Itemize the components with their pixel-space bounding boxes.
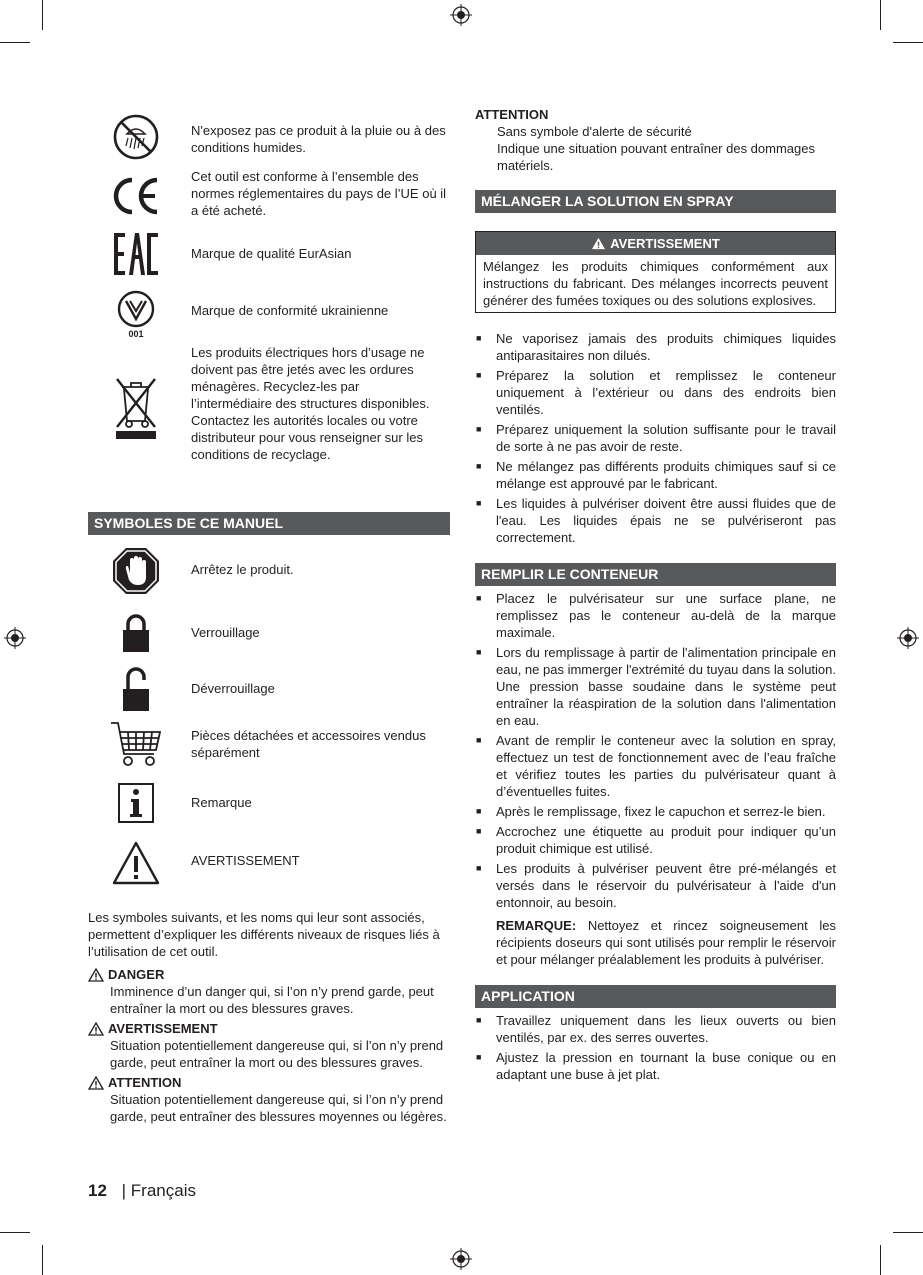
symbol-row: [88, 108, 450, 162]
list-item: ■ Les liquides à pulvériser doivent être aussi fluides que de l'eau. Les liquides épais ne se pulvériseront pas correctement.: [475, 495, 836, 546]
list-item: ■ Ajustez la pression en tournant la buse conique ou en adaptant une buse à jet plat.: [475, 1049, 836, 1083]
section-header-mix: MÉLANGER LA SOLUTION EN SPRAY: [475, 190, 836, 213]
attention-line: Sans symbole d'alerte de sécurité: [497, 124, 692, 139]
crossed-bin-icon: [108, 372, 164, 442]
section-header-symbols: SYMBOLES DE CE MANUEL: [88, 512, 450, 535]
list-item: ■ Accrochez une étiquette au produit pour indiquer qu’un produit chimique est utilisé.: [475, 823, 836, 857]
symbol-row: [88, 661, 450, 717]
list-item: ■ Préparez la solution et remplissez le conteneur uniquement à l’extérieur ou dans des endroits bien ventilés.: [475, 367, 836, 418]
page-number: 12: [88, 1181, 107, 1200]
list-item: ■ Ne mélangez pas différents produits chimiques sauf si ce mélange est approuvé par le fabricant.: [475, 458, 836, 492]
lock-icon: [108, 611, 164, 655]
symbol-text: Les produits électriques hors d’usage ne doivent pas être jetés avec les ordures ménagères. Recyclez-les par l’intermédiaire des structures disponibles. Contactez les autorités locales ou votre distributeur pour vous renseigner sur les conditions de recyclage.: [191, 345, 430, 462]
crop-mark: [0, 42, 30, 43]
list-item: ■ Les produits à pulvériser peuvent être pré-mélangés et versés dans le réservoir du pulvérisateur à l'aide d'un entonnoir, au besoin.: [475, 860, 836, 911]
warning-box: [475, 231, 836, 313]
symbol-text: Verrouillage: [191, 625, 260, 640]
remark-label: REMARQUE:: [496, 918, 577, 933]
ce-mark-icon: [108, 166, 164, 226]
page-footer: [88, 1181, 196, 1201]
symbol-row: [88, 835, 450, 895]
hazard-caution: [88, 1074, 450, 1125]
list-item: ■ Placez le pulvérisateur sur une surface plane, ne remplissez pas le conteneur au-delà de la marque maximale.: [475, 590, 836, 641]
unlock-icon: [108, 665, 164, 713]
left-column: [88, 108, 450, 1125]
symbol-text: Marque de conformité ukrainienne: [191, 303, 389, 318]
hazard-title: DANGER: [108, 967, 165, 982]
registration-mark-icon: [450, 1248, 472, 1270]
remark: [475, 917, 836, 968]
ukrainian-mark-label: 001: [128, 329, 144, 339]
symbol-row: [88, 543, 450, 605]
hazard-warning: [88, 1020, 450, 1071]
hazard-text: Situation potentiellement dangereuse qui, si l’on n’y prend garde, peut entraîner des blessures moyennes ou légères.: [110, 1092, 447, 1124]
symbol-row: [88, 342, 450, 494]
right-column: [475, 106, 836, 1083]
crop-mark: [893, 42, 923, 43]
hazard-danger: [88, 966, 450, 1017]
footer-language: | Français: [121, 1181, 196, 1200]
warning-box-title: AVERTISSEMENT: [610, 236, 720, 251]
symbol-text: AVERTISSEMENT: [191, 853, 300, 868]
symbol-row: [88, 717, 450, 775]
warning-triangle-icon: [88, 1022, 104, 1036]
crop-mark: [0, 1232, 30, 1233]
symbol-text: Remarque: [191, 795, 252, 810]
symbol-row: [88, 282, 450, 342]
crop-mark: [893, 1232, 923, 1233]
registration-mark-icon: [450, 4, 472, 26]
list-item: ■ Travaillez uniquement dans les lieux ouverts ou bien ventilés, par ex. des serres ouvertes.: [475, 1012, 836, 1046]
hazard-text: Imminence d’un danger qui, si l’on n’y prend garde, peut entraîner la mort ou des blessures graves.: [110, 984, 434, 1016]
crop-mark: [880, 0, 881, 30]
attention-line: Indique une situation pouvant entraîner des dommages matériels.: [497, 141, 815, 173]
symbol-row: [88, 162, 450, 226]
no-rain-icon: [108, 112, 164, 162]
crop-mark: [880, 1245, 881, 1275]
ukrainian-mark-icon: [108, 286, 164, 342]
section-header-application: APPLICATION: [475, 985, 836, 1008]
symbol-text: Pièces détachées et accessoires vendus séparément: [191, 728, 426, 760]
signal-words-intro: Les symboles suivants, et les noms qui leur sont associés, permettent d’expliquer les différents niveaux de risques liés à l’utilisation de cet outil.: [88, 910, 440, 959]
symbol-text: Déverrouillage: [191, 681, 275, 696]
symbol-row: [88, 226, 450, 282]
list-item: ■ Lors du remplissage à partir de l'alimentation principale en eau, ne pas immerger l'extrémité du tuyau dans la solution. Une pression basse soudaine dans le système peut entraîner la réaspiration de la solution dans l'alimentation en eau.: [475, 644, 836, 729]
hazard-title: ATTENTION: [108, 1075, 182, 1090]
hazard-title: AVERTISSEMENT: [108, 1021, 218, 1036]
remark-text: Nettoyez et rincez soigneusement les récipients doseurs qui sont utilisés pour remplir le réservoir et pour mélanger préalablement les produits à pulvériser.: [496, 918, 836, 967]
registration-mark-icon: [4, 627, 26, 649]
symbol-text: N'exposez pas ce produit à la pluie ou à des conditions humides.: [191, 123, 446, 155]
symbol-text: Arrêtez le produit.: [191, 562, 294, 577]
symbol-row: [88, 775, 450, 835]
warning-box-text: Mélangez les produits chimiques conformément aux instructions du fabricant. Des mélanges incorrects peuvent générer des fumées toxiques ou des solutions explosives.: [483, 259, 828, 308]
crop-mark: [42, 0, 43, 30]
eac-mark-icon: [108, 232, 164, 276]
attention-title: ATTENTION: [475, 107, 549, 122]
warning-triangle-icon: [108, 839, 164, 887]
warning-triangle-icon: [88, 1076, 104, 1090]
hazard-text: Situation potentiellement dangereuse qui, si l’on n’y prend garde, peut entraîner la mort ou des blessures graves.: [110, 1038, 444, 1070]
symbol-row: [88, 605, 450, 661]
cart-icon: [108, 719, 164, 771]
list-item: ■ Ne vaporisez jamais des produits chimiques liquides antiparasitaires non dilués.: [475, 330, 836, 364]
list-item: ■ Préparez uniquement la solution suffisante pour le travail de sorte à ne pas avoir de reste.: [475, 421, 836, 455]
registration-mark-icon: [897, 627, 919, 649]
warning-triangle-icon: [88, 968, 104, 982]
section-header-fill: REMPLIR LE CONTENEUR: [475, 563, 836, 586]
list-item: ■ Avant de remplir le conteneur avec la solution en spray, effectuez un test de fonctionnement avec de l’eau fraîche et vérifiez toutes les parties du pulvérisateur quant à d’éventuelles fuites.: [475, 732, 836, 800]
symbol-text: Marque de qualité EurAsian: [191, 246, 352, 261]
info-icon: [108, 781, 164, 825]
crop-mark: [42, 1245, 43, 1275]
warning-triangle-icon: [591, 237, 606, 250]
symbol-text: Cet outil est conforme à l’ensemble des normes réglementaires du pays de l’UE où il a été acheté.: [191, 169, 447, 218]
stop-hand-icon: [108, 545, 164, 597]
list-item: ■ Après le remplissage, fixez le capuchon et serrez-le bien.: [475, 803, 836, 820]
